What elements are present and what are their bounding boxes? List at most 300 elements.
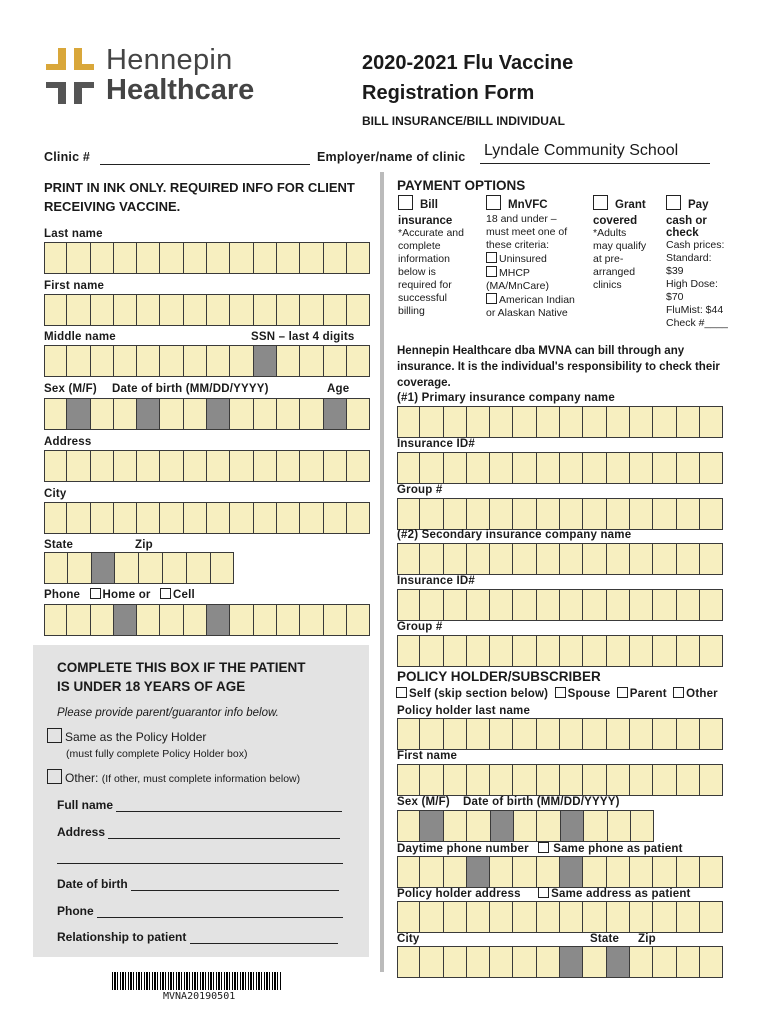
entry-cell[interactable] (277, 604, 300, 636)
entry-cell[interactable] (583, 635, 606, 667)
entry-cell[interactable] (537, 946, 560, 978)
entry-cell[interactable] (490, 856, 513, 888)
entry-cell[interactable] (420, 946, 443, 978)
entry-cell[interactable] (630, 406, 653, 438)
entry-cell[interactable] (513, 635, 536, 667)
entry-cell[interactable] (700, 764, 723, 796)
cell-checkbox[interactable] (160, 588, 171, 599)
entry-cell[interactable] (467, 946, 490, 978)
entry-cell[interactable] (653, 764, 676, 796)
entry-cell[interactable] (207, 345, 230, 377)
entry-cell[interactable] (537, 810, 560, 842)
entry-cell[interactable] (324, 450, 347, 482)
entry-cell[interactable] (184, 398, 207, 430)
entry-cell[interactable] (397, 810, 420, 842)
entry-cell[interactable] (347, 398, 370, 430)
entry-cell[interactable] (653, 901, 676, 933)
phone-boxes[interactable] (44, 604, 370, 636)
entry-cell[interactable] (700, 635, 723, 667)
entry-cell[interactable] (583, 901, 606, 933)
entry-cell[interactable] (490, 764, 513, 796)
entry-cell[interactable] (607, 589, 630, 621)
entry-cell[interactable] (347, 242, 370, 274)
entry-cell[interactable] (444, 498, 467, 530)
entry-cell[interactable] (420, 856, 443, 888)
entry-cell[interactable] (630, 901, 653, 933)
entry-cell[interactable] (254, 502, 277, 534)
insurance-id2-boxes[interactable] (397, 589, 723, 621)
entry-cell[interactable] (537, 718, 560, 750)
entry-cell[interactable] (630, 856, 653, 888)
entry-cell[interactable] (397, 406, 420, 438)
entry-cell[interactable] (67, 345, 90, 377)
other-checkbox[interactable] (47, 769, 62, 784)
entry-cell[interactable] (184, 242, 207, 274)
entry-cell[interactable] (700, 452, 723, 484)
entry-cell[interactable] (184, 604, 207, 636)
entry-cell[interactable] (467, 718, 490, 750)
entry-cell[interactable] (560, 589, 583, 621)
entry-cell[interactable] (700, 543, 723, 575)
entry-cell[interactable] (137, 242, 160, 274)
entry-cell[interactable] (160, 398, 183, 430)
entry-cell[interactable] (420, 901, 443, 933)
entry-cell[interactable] (114, 345, 137, 377)
pay-cash-checkbox[interactable] (666, 195, 681, 210)
entry-cell[interactable] (513, 452, 536, 484)
entry-cell[interactable] (653, 718, 676, 750)
entry-cell[interactable] (230, 345, 253, 377)
entry-cell[interactable] (160, 502, 183, 534)
entry-cell[interactable] (653, 406, 676, 438)
entry-cell[interactable] (230, 450, 253, 482)
entry-cell[interactable] (444, 901, 467, 933)
entry-cell[interactable] (467, 543, 490, 575)
entry-cell[interactable] (700, 856, 723, 888)
entry-cell[interactable] (467, 406, 490, 438)
entry-cell[interactable] (677, 764, 700, 796)
entry-cell[interactable] (300, 294, 323, 326)
entry-cell[interactable] (68, 552, 92, 584)
entry-cell[interactable] (607, 764, 630, 796)
guardian-dob-input[interactable] (131, 878, 339, 891)
entry-cell[interactable] (324, 502, 347, 534)
spouse-checkbox[interactable] (555, 687, 566, 698)
entry-cell[interactable] (607, 498, 630, 530)
entry-cell[interactable] (91, 294, 114, 326)
entry-cell[interactable] (560, 718, 583, 750)
entry-cell[interactable] (513, 406, 536, 438)
entry-cell[interactable] (653, 635, 676, 667)
entry-cell[interactable] (677, 406, 700, 438)
entry-cell[interactable] (420, 635, 443, 667)
entry-cell[interactable] (420, 498, 443, 530)
entry-cell[interactable] (537, 589, 560, 621)
entry-cell[interactable] (347, 450, 370, 482)
entry-cell[interactable] (444, 718, 467, 750)
bill-insurance-checkbox[interactable] (398, 195, 413, 210)
entry-cell[interactable] (397, 452, 420, 484)
sex-dob-age-boxes[interactable] (44, 398, 370, 430)
entry-cell[interactable] (397, 764, 420, 796)
entry-cell[interactable] (560, 406, 583, 438)
entry-cell[interactable] (653, 543, 676, 575)
entry-cell[interactable] (420, 452, 443, 484)
entry-cell[interactable] (700, 718, 723, 750)
entry-cell[interactable] (607, 635, 630, 667)
entry-cell[interactable] (114, 502, 137, 534)
entry-cell[interactable] (583, 543, 606, 575)
entry-cell[interactable] (583, 498, 606, 530)
entry-cell[interactable] (277, 345, 300, 377)
entry-cell[interactable] (114, 242, 137, 274)
entry-cell[interactable] (67, 502, 90, 534)
city-boxes[interactable] (44, 502, 370, 534)
entry-cell[interactable] (537, 635, 560, 667)
entry-cell[interactable] (300, 502, 323, 534)
entry-cell[interactable] (397, 589, 420, 621)
entry-cell[interactable] (420, 718, 443, 750)
entry-cell[interactable] (513, 589, 536, 621)
entry-cell[interactable] (300, 345, 323, 377)
guardian-relationship-input[interactable] (190, 931, 338, 944)
holder-last-name-boxes[interactable] (397, 718, 723, 750)
entry-cell[interactable] (583, 452, 606, 484)
entry-cell[interactable] (347, 502, 370, 534)
entry-cell[interactable] (607, 718, 630, 750)
grant-checkbox[interactable] (593, 195, 608, 210)
guardian-address-input[interactable] (108, 826, 340, 839)
entry-cell[interactable] (187, 552, 211, 584)
entry-cell[interactable] (277, 294, 300, 326)
entry-cell[interactable] (630, 946, 653, 978)
entry-cell[interactable] (44, 345, 67, 377)
uninsured-checkbox[interactable] (486, 252, 497, 263)
entry-cell[interactable] (490, 452, 513, 484)
entry-cell[interactable] (67, 242, 90, 274)
entry-cell[interactable] (444, 635, 467, 667)
entry-cell[interactable] (277, 502, 300, 534)
entry-cell[interactable] (490, 946, 513, 978)
entry-cell[interactable] (537, 901, 560, 933)
entry-cell[interactable] (184, 294, 207, 326)
entry-cell[interactable] (254, 398, 277, 430)
entry-cell[interactable] (211, 552, 235, 584)
entry-cell[interactable] (490, 718, 513, 750)
entry-cell[interactable] (207, 450, 230, 482)
entry-cell[interactable] (700, 498, 723, 530)
entry-cell[interactable] (630, 452, 653, 484)
entry-cell[interactable] (230, 604, 253, 636)
entry-cell[interactable] (677, 635, 700, 667)
guardian-phone-input[interactable] (97, 905, 343, 918)
entry-cell[interactable] (444, 810, 467, 842)
entry-cell[interactable] (513, 543, 536, 575)
entry-cell[interactable] (467, 635, 490, 667)
entry-cell[interactable] (444, 589, 467, 621)
entry-cell[interactable] (444, 946, 467, 978)
entry-cell[interactable] (677, 946, 700, 978)
entry-cell[interactable] (700, 589, 723, 621)
entry-cell[interactable] (137, 502, 160, 534)
entry-cell[interactable] (653, 498, 676, 530)
entry-cell[interactable] (44, 450, 67, 482)
entry-cell[interactable] (513, 498, 536, 530)
same-address-checkbox[interactable] (538, 887, 549, 898)
entry-cell[interactable] (560, 635, 583, 667)
american-indian-checkbox[interactable] (486, 293, 497, 304)
entry-cell[interactable] (583, 589, 606, 621)
self-checkbox[interactable] (396, 687, 407, 698)
clinic-input[interactable] (100, 147, 310, 165)
entry-cell[interactable] (397, 718, 420, 750)
entry-cell[interactable] (631, 810, 654, 842)
secondary-insurance-boxes[interactable] (397, 543, 723, 575)
entry-cell[interactable] (583, 856, 606, 888)
entry-cell[interactable] (137, 345, 160, 377)
holder-first-name-boxes[interactable] (397, 764, 723, 796)
entry-cell[interactable] (137, 450, 160, 482)
entry-cell[interactable] (560, 498, 583, 530)
entry-cell[interactable] (160, 345, 183, 377)
entry-cell[interactable] (397, 946, 420, 978)
entry-cell[interactable] (139, 552, 163, 584)
entry-cell[interactable] (677, 498, 700, 530)
entry-cell[interactable] (230, 502, 253, 534)
entry-cell[interactable] (444, 543, 467, 575)
entry-cell[interactable] (537, 406, 560, 438)
entry-cell[interactable] (677, 452, 700, 484)
entry-cell[interactable] (300, 604, 323, 636)
entry-cell[interactable] (700, 946, 723, 978)
entry-cell[interactable] (630, 498, 653, 530)
entry-cell[interactable] (114, 294, 137, 326)
entry-cell[interactable] (44, 294, 67, 326)
entry-cell[interactable] (207, 502, 230, 534)
entry-cell[interactable] (277, 398, 300, 430)
entry-cell[interactable] (420, 406, 443, 438)
entry-cell[interactable] (607, 901, 630, 933)
entry-cell[interactable] (163, 552, 187, 584)
entry-cell[interactable] (467, 810, 490, 842)
entry-cell[interactable] (207, 294, 230, 326)
primary-insurance-boxes[interactable] (397, 406, 723, 438)
entry-cell[interactable] (677, 901, 700, 933)
entry-cell[interactable] (583, 406, 606, 438)
entry-cell[interactable] (91, 398, 114, 430)
entry-cell[interactable] (677, 589, 700, 621)
holder-phone-boxes[interactable] (397, 856, 723, 888)
last-name-boxes[interactable] (44, 242, 370, 274)
entry-cell[interactable] (397, 901, 420, 933)
entry-cell[interactable] (630, 589, 653, 621)
mnvfc-checkbox[interactable] (486, 195, 501, 210)
entry-cell[interactable] (324, 345, 347, 377)
entry-cell[interactable] (513, 856, 536, 888)
entry-cell[interactable] (467, 901, 490, 933)
entry-cell[interactable] (254, 294, 277, 326)
entry-cell[interactable] (653, 589, 676, 621)
holder-city-state-zip-boxes[interactable] (397, 946, 723, 978)
entry-cell[interactable] (490, 406, 513, 438)
entry-cell[interactable] (677, 543, 700, 575)
entry-cell[interactable] (513, 764, 536, 796)
entry-cell[interactable] (420, 764, 443, 796)
entry-cell[interactable] (537, 543, 560, 575)
entry-cell[interactable] (583, 718, 606, 750)
entry-cell[interactable] (324, 604, 347, 636)
entry-cell[interactable] (91, 345, 114, 377)
entry-cell[interactable] (444, 406, 467, 438)
middle-ssn-boxes[interactable] (44, 345, 370, 377)
entry-cell[interactable] (207, 242, 230, 274)
entry-cell[interactable] (67, 604, 90, 636)
state-zip-boxes[interactable] (44, 552, 234, 584)
entry-cell[interactable] (347, 345, 370, 377)
entry-cell[interactable] (444, 452, 467, 484)
entry-cell[interactable] (560, 543, 583, 575)
home-checkbox[interactable] (90, 588, 101, 599)
entry-cell[interactable] (467, 498, 490, 530)
other-relationship-checkbox[interactable] (673, 687, 684, 698)
entry-cell[interactable] (324, 294, 347, 326)
entry-cell[interactable] (677, 856, 700, 888)
entry-cell[interactable] (560, 901, 583, 933)
entry-cell[interactable] (137, 294, 160, 326)
entry-cell[interactable] (67, 294, 90, 326)
entry-cell[interactable] (537, 856, 560, 888)
entry-cell[interactable] (630, 543, 653, 575)
entry-cell[interactable] (537, 498, 560, 530)
entry-cell[interactable] (44, 552, 68, 584)
same-phone-checkbox[interactable] (538, 842, 549, 853)
entry-cell[interactable] (160, 450, 183, 482)
entry-cell[interactable] (277, 242, 300, 274)
entry-cell[interactable] (115, 552, 139, 584)
entry-cell[interactable] (114, 398, 137, 430)
entry-cell[interactable] (91, 242, 114, 274)
entry-cell[interactable] (583, 946, 606, 978)
entry-cell[interactable] (608, 810, 631, 842)
entry-cell[interactable] (630, 764, 653, 796)
entry-cell[interactable] (230, 294, 253, 326)
entry-cell[interactable] (560, 452, 583, 484)
entry-cell[interactable] (137, 604, 160, 636)
entry-cell[interactable] (607, 452, 630, 484)
entry-cell[interactable] (91, 502, 114, 534)
entry-cell[interactable] (300, 242, 323, 274)
entry-cell[interactable] (677, 718, 700, 750)
entry-cell[interactable] (490, 589, 513, 621)
entry-cell[interactable] (254, 242, 277, 274)
entry-cell[interactable] (700, 406, 723, 438)
guardian-address-line2[interactable] (57, 851, 343, 864)
entry-cell[interactable] (467, 764, 490, 796)
entry-cell[interactable] (300, 450, 323, 482)
entry-cell[interactable] (607, 406, 630, 438)
entry-cell[interactable] (537, 764, 560, 796)
entry-cell[interactable] (300, 398, 323, 430)
entry-cell[interactable] (653, 856, 676, 888)
parent-checkbox[interactable] (617, 687, 628, 698)
entry-cell[interactable] (397, 498, 420, 530)
entry-cell[interactable] (347, 604, 370, 636)
entry-cell[interactable] (444, 764, 467, 796)
guardian-full-name-input[interactable] (116, 799, 342, 812)
entry-cell[interactable] (513, 718, 536, 750)
entry-cell[interactable] (184, 345, 207, 377)
mhcp-checkbox[interactable] (486, 266, 497, 277)
entry-cell[interactable] (467, 589, 490, 621)
entry-cell[interactable] (397, 635, 420, 667)
entry-cell[interactable] (607, 543, 630, 575)
entry-cell[interactable] (490, 498, 513, 530)
entry-cell[interactable] (583, 764, 606, 796)
entry-cell[interactable] (91, 604, 114, 636)
holder-sex-dob-boxes[interactable] (397, 810, 654, 842)
entry-cell[interactable] (44, 604, 67, 636)
entry-cell[interactable] (653, 946, 676, 978)
employer-input[interactable]: Lyndale Community School (480, 142, 710, 164)
entry-cell[interactable] (397, 856, 420, 888)
entry-cell[interactable] (444, 856, 467, 888)
entry-cell[interactable] (653, 452, 676, 484)
entry-cell[interactable] (420, 543, 443, 575)
entry-cell[interactable] (160, 294, 183, 326)
entry-cell[interactable] (397, 543, 420, 575)
entry-cell[interactable] (490, 543, 513, 575)
entry-cell[interactable] (184, 502, 207, 534)
entry-cell[interactable] (160, 604, 183, 636)
holder-address-boxes[interactable] (397, 901, 723, 933)
entry-cell[interactable] (513, 946, 536, 978)
entry-cell[interactable] (630, 718, 653, 750)
entry-cell[interactable] (91, 450, 114, 482)
entry-cell[interactable] (160, 242, 183, 274)
entry-cell[interactable] (490, 635, 513, 667)
group2-boxes[interactable] (397, 635, 723, 667)
entry-cell[interactable] (607, 856, 630, 888)
insurance-id1-boxes[interactable] (397, 452, 723, 484)
entry-cell[interactable] (490, 901, 513, 933)
entry-cell[interactable] (44, 502, 67, 534)
entry-cell[interactable] (44, 242, 67, 274)
entry-cell[interactable] (467, 452, 490, 484)
entry-cell[interactable] (67, 450, 90, 482)
entry-cell[interactable] (700, 901, 723, 933)
entry-cell[interactable] (537, 452, 560, 484)
entry-cell[interactable] (230, 398, 253, 430)
entry-cell[interactable] (44, 398, 67, 430)
entry-cell[interactable] (254, 604, 277, 636)
entry-cell[interactable] (630, 635, 653, 667)
entry-cell[interactable] (184, 450, 207, 482)
entry-cell[interactable] (584, 810, 607, 842)
first-name-boxes[interactable] (44, 294, 370, 326)
entry-cell[interactable] (254, 450, 277, 482)
entry-cell[interactable] (560, 764, 583, 796)
entry-cell[interactable] (114, 450, 137, 482)
entry-cell[interactable] (513, 901, 536, 933)
entry-cell[interactable] (347, 294, 370, 326)
entry-cell[interactable] (324, 242, 347, 274)
same-as-holder-checkbox[interactable] (47, 728, 62, 743)
entry-cell[interactable] (420, 589, 443, 621)
entry-cell[interactable] (277, 450, 300, 482)
entry-cell[interactable] (514, 810, 537, 842)
group1-boxes[interactable] (397, 498, 723, 530)
address-boxes[interactable] (44, 450, 370, 482)
